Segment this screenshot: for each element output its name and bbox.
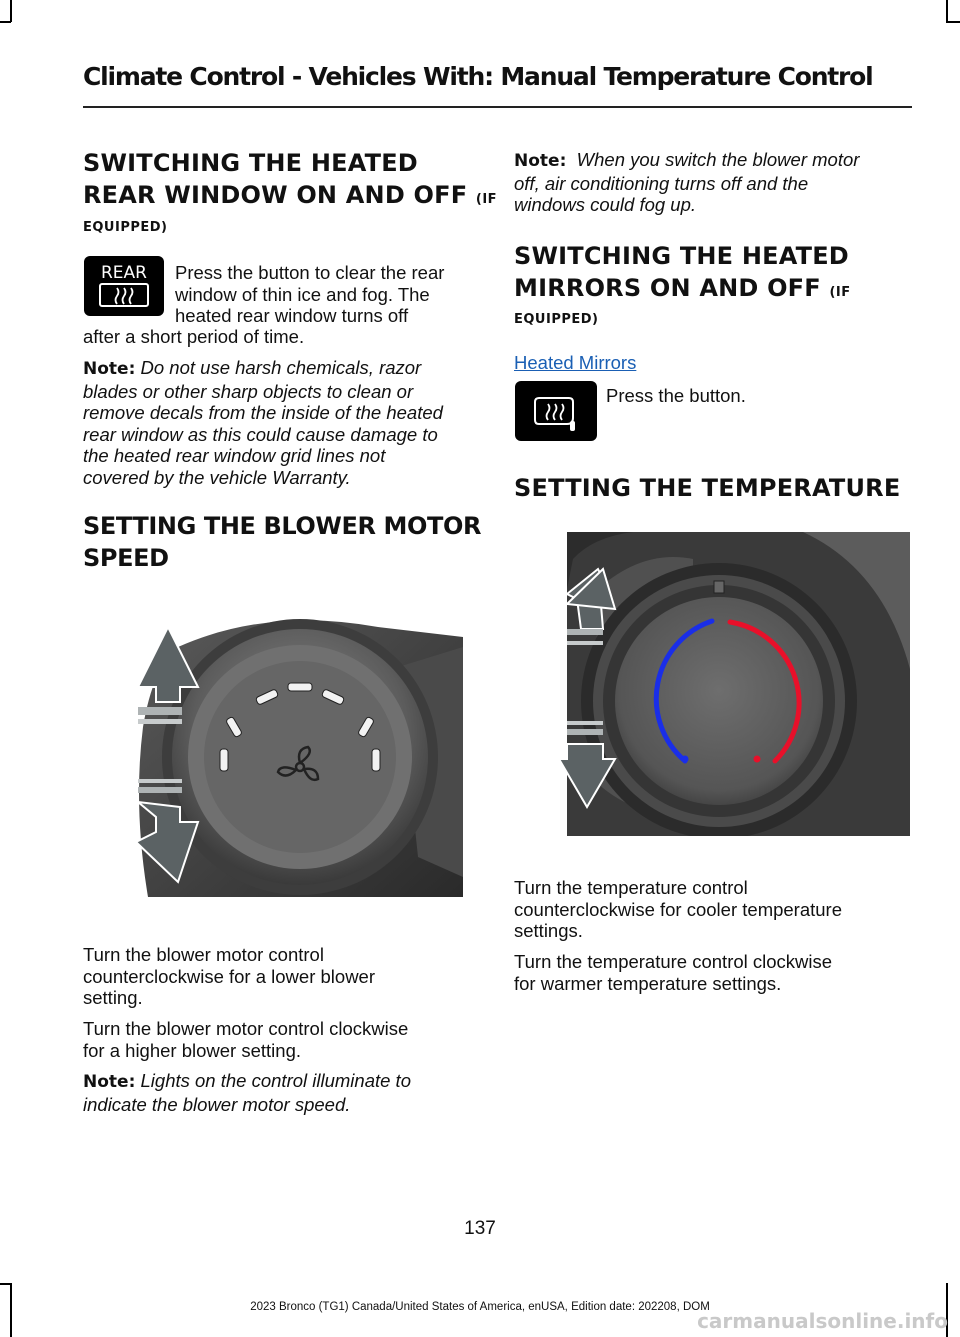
blower-control-figure: [118, 607, 463, 912]
rear-icon-label: REAR: [101, 263, 147, 283]
blower-note: Note: Lights on the control illuminate to indicate the blower motor speed.: [83, 1070, 411, 1115]
crop-mark: [0, 1283, 11, 1285]
section-heading-blower: SETTING THE BLOWER MOTOR SPEED: [83, 512, 482, 572]
section-heading-temperature: SETTING THE TEMPERATURE: [514, 474, 901, 502]
temperature-para-cw: Turn the temperature control clockwise for warmer temperature settings.: [514, 951, 833, 994]
heated-rear-window-note: Note: Do not use harsh chemicals, razor blades or other sharp objects to clean or remove decals from the inside of the heated rear window as this could cause damage to the heated rear window grid lines not covered by the vehicle Warranty.: [83, 357, 443, 488]
page-number: 137: [464, 1218, 496, 1239]
heated-mirrors-instruction: Press the button.: [606, 385, 746, 406]
section-heading-heated-rear-window: SWITCHING THE HEATED REAR WINDOW ON AND OFF (IF: [83, 149, 498, 209]
watermark: carmanualsonline.info: [697, 1309, 948, 1333]
blower-para-ccw: Turn the blower motor control counterclockwise for a lower blower setting.: [83, 944, 376, 1008]
rear-defrost-icon: [84, 256, 164, 316]
edition-footer: 2023 Bronco (TG1) Canada/United States of America, enUSA, Edition date: 202208, DOM: [250, 1301, 710, 1313]
crop-mark: [946, 0, 948, 22]
heated-rear-window-instructions-cont: after a short period of time.: [83, 326, 305, 347]
heated-mirrors-link[interactable]: Heated Mirrors: [514, 352, 637, 373]
heated-rear-window-instructions: Press the button to clear the rear window of thin ice and fog. The heated rear window turns off: [175, 262, 445, 326]
blower-off-note: Note: When you switch the blower motor off, air conditioning turns off and the windows could fog up.: [514, 149, 860, 215]
header-divider: [83, 106, 912, 108]
page-header-title: Climate Control - Vehicles With: Manual Temperature Control: [83, 62, 873, 91]
section-heading-heated-mirrors: SWITCHING THE HEATED MIRRORS ON AND OFF (IF: [514, 242, 851, 302]
crop-mark: [946, 21, 960, 23]
temperature-control-figure: [553, 529, 910, 836]
blower-para-cw: Turn the blower motor control clockwise for a higher blower setting.: [83, 1018, 409, 1061]
heading-suffix: EQUIPPED): [514, 312, 599, 327]
crop-mark: [0, 21, 11, 23]
crop-mark: [10, 0, 12, 22]
heading-suffix: EQUIPPED): [83, 220, 168, 235]
temperature-para-ccw: Turn the temperature control counterclockwise for cooler temperature settings.: [514, 877, 843, 941]
heated-mirror-icon: [515, 381, 597, 441]
